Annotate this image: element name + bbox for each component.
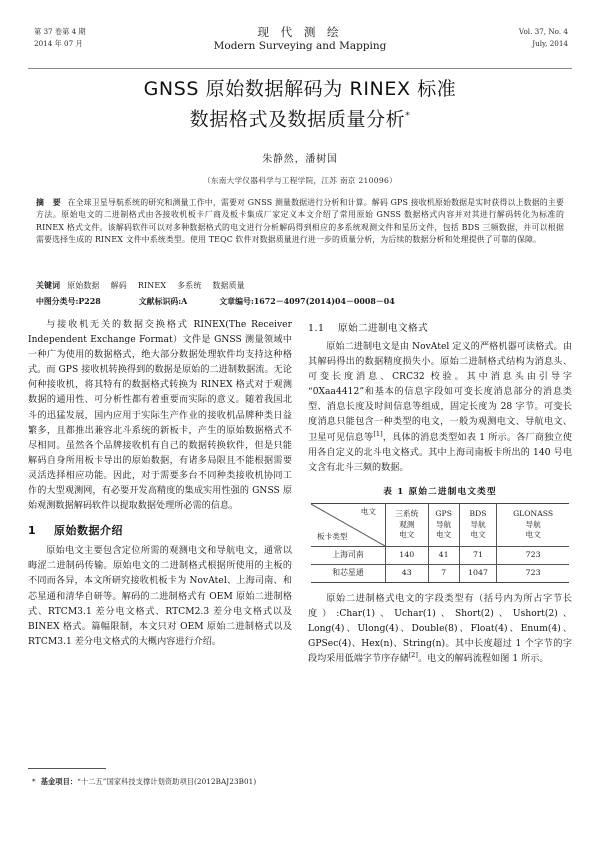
table1-col-header (497, 503, 569, 546)
masthead-divider (28, 68, 572, 69)
keyword-item: RINEX (137, 281, 167, 290)
table1-cell: 140 (386, 546, 429, 564)
table1-col-header-line: BDS (469, 509, 487, 519)
footnote-label: 基金项目： (40, 777, 78, 786)
table1-cell: 7 (428, 564, 459, 582)
journal-title-cn: 现 代 测 绘 (257, 25, 343, 39)
table1-row-label: 和芯星通 (311, 564, 386, 582)
body-column-right (308, 318, 572, 667)
footnote-text: “十二五”国家科技支撑计划资助项目(2012BAJ23B01) (77, 777, 257, 786)
section-number: 1 (28, 524, 37, 538)
article-id-value: 1672－4097(2014)04－0008－04 (253, 297, 395, 306)
paragraph-section1: 原始电文主要包含定位所需的观测电文和导航电文，通常以晦涩二进制码传输。原始电文的二进制格式根据所使用的主板的不同而各异，本文所研究接收机板卡为 NovAtel、上海司南、和芯星通和清华自研等。解码的二进制格式有 OEM 原始二进制格式、RTCM3.1 差分电文格式、RTCM2.3 差分电文格式以及 BINEX 格式。篇幅限制，本文只对 OEM 原始二进制格式以及 RTCM3.1 差分电文格式的大概内容进行介绍。 (28, 546, 292, 647)
keywords-block (36, 279, 564, 292)
document-code-label: 文献标识码: (138, 297, 182, 306)
article-id-label: 文章编号: (219, 297, 254, 306)
author-affiliation: （东南大学仪器科学与工程学院，江苏 南京 210096） (202, 176, 398, 186)
table1-cell: 41 (428, 546, 459, 564)
article-title-line-2-text: 数据格式及数据质量分析 (189, 108, 406, 131)
keywords-label: 关键词 (36, 281, 61, 290)
masthead (28, 26, 572, 68)
keyword-item: 解码 (110, 281, 127, 290)
table1-col-header-line: 电文 (436, 530, 452, 540)
issue-date-en: July, 2014 (532, 38, 568, 48)
table1-corner-top-label: 电文 (360, 506, 376, 516)
table1-cell: 723 (497, 546, 569, 564)
table1 (311, 503, 569, 583)
paragraph-field-types (308, 592, 572, 667)
table1-col-header (459, 503, 496, 546)
abstract-text: 在全球卫星导航系统的研究和测量工作中，需要对 GNSS 测量数据进行分析和计算。解码 GPS 接收机原始数据是实时获得以上数据的主要方法。原始电文的二进制格式由各接收机板卡厂商及板卡集成厂家定义本文介绍了常用原始 GNSS 数据格式内容并对其进行解码转化为标准的 RINEX 格式文件。该解码软件可以对多种数据格式的电文进行分析解码得到相应的多系统观测文件和星历文件，包括 BDS 三频数据，并可以根据需要选择生成的 RINEX 文件中系统类型。使用 TEQC 软件对数据质量进行进一步的质量分析，为后续的数据分析和处理提供了可靠的保障。 (36, 198, 564, 245)
volume-issue-en: Vol. 37, No. 4 (518, 27, 568, 36)
subsection-title: 原始二进制电文格式 (338, 323, 428, 334)
table1-corner-bottom-label: 板卡类型 (317, 532, 348, 542)
paragraph-binary-format-a: 原始二进制电文是由 NovAtel 定义的严格机器可读格式。由其解码得出的数据精度损失小。原始二进制格式结构为消息头、可变长度消息、CRC32 校验。其中消息头由引导字“0Xaa4412”和基本的信息字段如可变长度消息部分的消息类型、消息长度及时间信息等组成，固定长度为 28 字节。可变长度消息只能包含一种类型的电文，一般为观测电文、导航电文、卫星可见信息等 (308, 342, 572, 443)
table1-col-header (428, 503, 459, 546)
table1-col-header-line: 电文 (399, 530, 415, 540)
paragraph-binary-format-b: ，具体的消息类型如表 1 所示。各厂商独立使用各自定义的北斗电文格式。其中上海司南板卡所出的 140 号电文含有北斗三频的数据。 (308, 432, 572, 473)
masthead-right (519, 26, 568, 49)
journal-title-en: Modern Surveying and Mapping (213, 40, 387, 52)
body-column-left (28, 318, 292, 650)
table1-header-row (311, 503, 569, 546)
footnote (32, 776, 302, 787)
issue-date-cn: 2014 年 07 月 (34, 38, 83, 48)
document-code-value: A (181, 297, 188, 306)
keyword-item: 原始数据 (67, 281, 100, 290)
table1-caption: 表 1 原始二进制电文类型 (383, 486, 497, 497)
title-block (40, 76, 560, 186)
paragraph-intro: 与接收机无关的数据交换格式 RINEX(The Receiver Independent Exchange Format）文件是 GNSS 测量领域中一种广为使用的数据格式，绝大部分数据处理软件均支持这种格式。而 GPS 接收机转换得到的数据是原始的二进制数据流。无论何种接收机，将其特有的数据格式转换为 RINEX 格式对于观测数据的通用性、可分析性都有着重要而实际的意义。随着我国北斗的迅猛发展，国内应用于实际生产作业的接收机品牌种类日益繁多，且都推出兼容北斗系统的新板卡，产生的原始数据格式不尽相同。虽然各个品牌接收机有自己的数据转换软件，但是只能解码自身所用板卡导出的原始数据，有诸多局限且不能根据需要灵活选择相应功能。因此，对于需要多台不同种类接收机协同工作的大型观测网，有必要开发高精度的集成实用性强的 GNSS 原始观测数据解码软件以提取数据处理所必需的信息。 (28, 320, 292, 512)
table1-col-header-line: 导航 (525, 519, 541, 529)
masthead-center (28, 25, 572, 53)
table1-col-header-line: 电文 (525, 530, 541, 540)
keyword-item: 多系统 (177, 281, 202, 290)
table1-row (311, 564, 569, 582)
volume-issue-cn: 第 37 卷第 4 期 (34, 27, 86, 36)
table1-col-header-line: GLONASS (513, 509, 554, 519)
subsection-number: 1.1 (308, 323, 325, 334)
table1-col-header-line: 观测 (399, 519, 415, 529)
table1-col-header-line: 三系统 (395, 509, 419, 519)
article-title-line-2 (40, 103, 560, 133)
section-heading-1-1 (308, 319, 572, 339)
table1-col-header (386, 503, 429, 546)
table1-cell: 1047 (459, 564, 496, 582)
footnote-divider (28, 768, 106, 769)
keyword-item: 数据质量 (212, 281, 245, 290)
abstract-label: 摘 要 (36, 198, 64, 207)
citation-ref-2: [2] (408, 651, 418, 660)
table1-col-header-line: GPS (435, 509, 452, 519)
table1-row (311, 546, 569, 564)
clc-label: 中图分类号: (36, 297, 79, 306)
article-title-line-1: GNSS 原始数据解码为 RINEX 标准 (143, 78, 457, 100)
paragraph-binary-format (308, 340, 572, 476)
paragraph-field-types-b: 。电文的解码流程如图 1 所示。 (417, 654, 549, 665)
author-list: 朱静然，潘树国 (262, 154, 338, 166)
table1-cell: 723 (497, 564, 569, 582)
classification-block (36, 295, 564, 308)
citation-ref-1: [1] (373, 429, 383, 438)
table1-cell: 43 (386, 564, 429, 582)
abstract-block (36, 197, 564, 247)
table1-cell: 71 (459, 546, 496, 564)
table1-col-header-line: 导航 (436, 519, 452, 529)
table1-col-header-line: 导航 (470, 519, 486, 529)
table1-corner-cell (311, 503, 386, 546)
paragraph-field-types-a: 原始二进制格式电文的字段类型有（括号内为所占字节长度）:Char(1)、Uchar(1)、Short(2)、Ushort(2)、Long(4)、Ulong(4)、Double(8)、Float(4)、Enum(4)、GPSec(4)、Hex(n)、String(n)。其中长度超过 1 个字节的字段均采用低端字节序存储 (308, 593, 572, 665)
table1-row-label: 上海司南 (311, 546, 386, 564)
footnote-marker: * (32, 777, 36, 786)
section-heading-1 (28, 520, 292, 542)
title-footnote-marker: * (405, 111, 411, 121)
clc-value: P228 (78, 297, 101, 306)
table1-col-header-line: 电文 (470, 530, 486, 540)
section-title: 原始数据介绍 (54, 524, 123, 538)
